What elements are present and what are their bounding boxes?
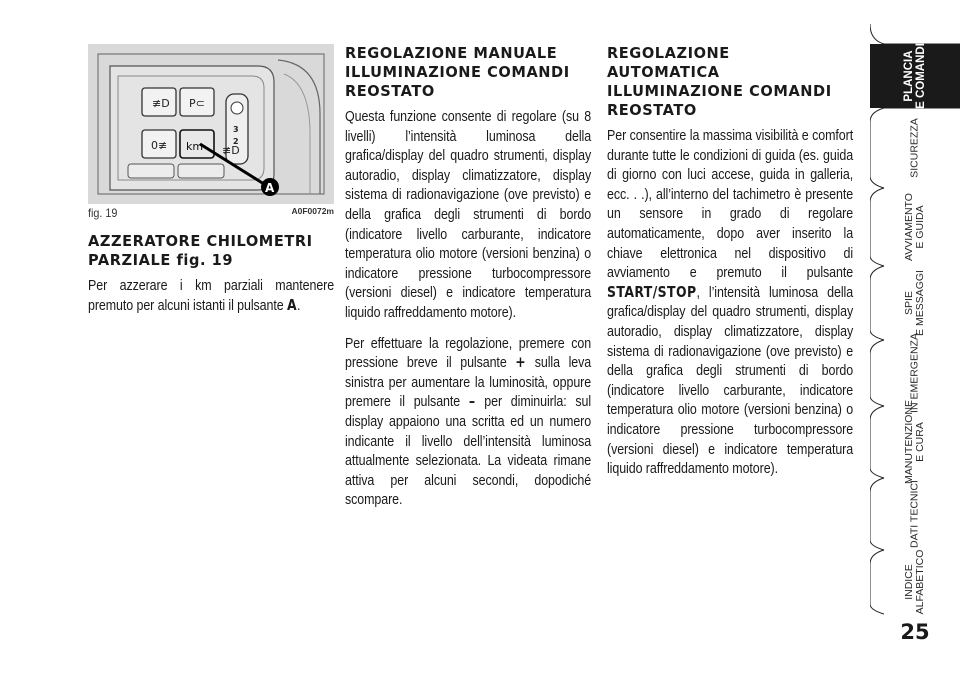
figure-label: fig. 19 bbox=[88, 206, 118, 220]
svg-text:0≢: 0≢ bbox=[151, 139, 168, 152]
svg-text:≢D: ≢D bbox=[222, 144, 240, 157]
minus-key: – bbox=[468, 392, 476, 411]
section-c-title: REGOLAZIONE AUTOMATICA ILLUMINAZIONE COMANDI REOSTATO bbox=[607, 44, 832, 119]
knob-level-3: 3 bbox=[233, 125, 239, 134]
tab-avviamento-guida[interactable]: AVVIAMENTO E GUIDA bbox=[903, 193, 926, 261]
section-a-body: Per azzerare i km parziali mantenere premuto per alcuni istanti il pulsante A. bbox=[88, 277, 335, 314]
tab-spie-messaggi[interactable]: SPIE E MESSAGGI bbox=[903, 270, 926, 336]
section-trip-reset bbox=[88, 232, 334, 326]
tab-plancia-comandi[interactable]: PLANCIA E COMANDI bbox=[870, 44, 960, 108]
svg-text:P⊂: P⊂ bbox=[189, 97, 205, 110]
knob-level-2: 2 bbox=[233, 137, 239, 146]
section-b-para1: Questa funzione consente di regolare (su 8 livelli) l’intensità luminosa della grafica/display del quadro strumenti, display autoradio, display climatizzatore, display sistema di radionavigazione (ove previsto) e della grafica degli strumenti di bordo (indicatore livello carburante, indicatore temperatura olio motore (versioni benzina) o indicatore pressione turbocompressore (versioni diesel) e indicatore temperatura liquido raffreddamento motore). bbox=[345, 108, 592, 321]
page-number: 25 bbox=[900, 620, 930, 644]
km-button-label: km bbox=[186, 140, 204, 153]
svg-text:≢D: ≢D bbox=[152, 97, 170, 110]
section-auto-dimmer bbox=[607, 44, 853, 490]
tab-sicurezza[interactable]: SICUREZZA bbox=[908, 118, 921, 178]
start-stop-key: START/STOP bbox=[607, 282, 697, 301]
figure-caption bbox=[88, 206, 334, 222]
figure-code: A0F0072m bbox=[291, 206, 334, 216]
section-manual-dimmer bbox=[345, 44, 591, 521]
tab-dati-tecnici[interactable]: DATI TECNICI bbox=[908, 480, 921, 548]
tab-indice-alfabetico[interactable]: INDICE ALFABETICO bbox=[903, 549, 926, 615]
plus-key: + bbox=[515, 353, 527, 372]
section-a-title: AZZERATORE CHILOMETRI PARZIALE fig. 19 bbox=[88, 232, 313, 269]
tab-manutenzione-cura[interactable]: MANUTENZIONE E CURA bbox=[903, 400, 926, 484]
dashboard-controls-illustration bbox=[88, 44, 334, 204]
callout-a: A bbox=[265, 181, 275, 195]
figure-19 bbox=[88, 44, 334, 204]
chapter-tabs bbox=[870, 0, 960, 692]
section-b-para2: Per effettuare la regolazione, premere con pressione breve il pulsante + sulla leva sinistra per aumentare la luminosità, oppure premere il pulsante – per diminuirla: sul display appaiono una scritta ed un numero indicante il livello dell’intensità luminosa attualmente selezionata. La videata rimane attiva per alcuni secondi, dopodiché scompare. bbox=[345, 334, 592, 509]
section-c-body: Per consentire la massima visibilità e comfort durante tutte le condizioni di guida (es. guida di giorno con luci accese, guida in galleria, ecc. . .), all’interno del tachimetro è presente un sensore in grado di regolare automaticamente, dopo aver inserito la chiave elettronica nel dispositivo di avviamento e premuto il pulsante START/STOP, l’intensità luminosa della grafica/display del quadro strumenti, display autoradio, display climatizzatore, display sistema di radionavigazione (ove previsto) e della grafica degli strumenti di bordo (indicatore livello carburante, indicatore temperatura olio motore (versioni benzina) o indicatore pressione turbocompressore (versioni diesel) e indicatore temperatura liquido raffreddamento motore). bbox=[607, 127, 854, 478]
section-b-title: REGOLAZIONE MANUALE ILLUMINAZIONE COMANDI REOSTATO bbox=[345, 44, 570, 100]
tab-in-emergenza[interactable]: IN EMERGENZA bbox=[908, 333, 921, 413]
key-a: A bbox=[286, 295, 297, 314]
